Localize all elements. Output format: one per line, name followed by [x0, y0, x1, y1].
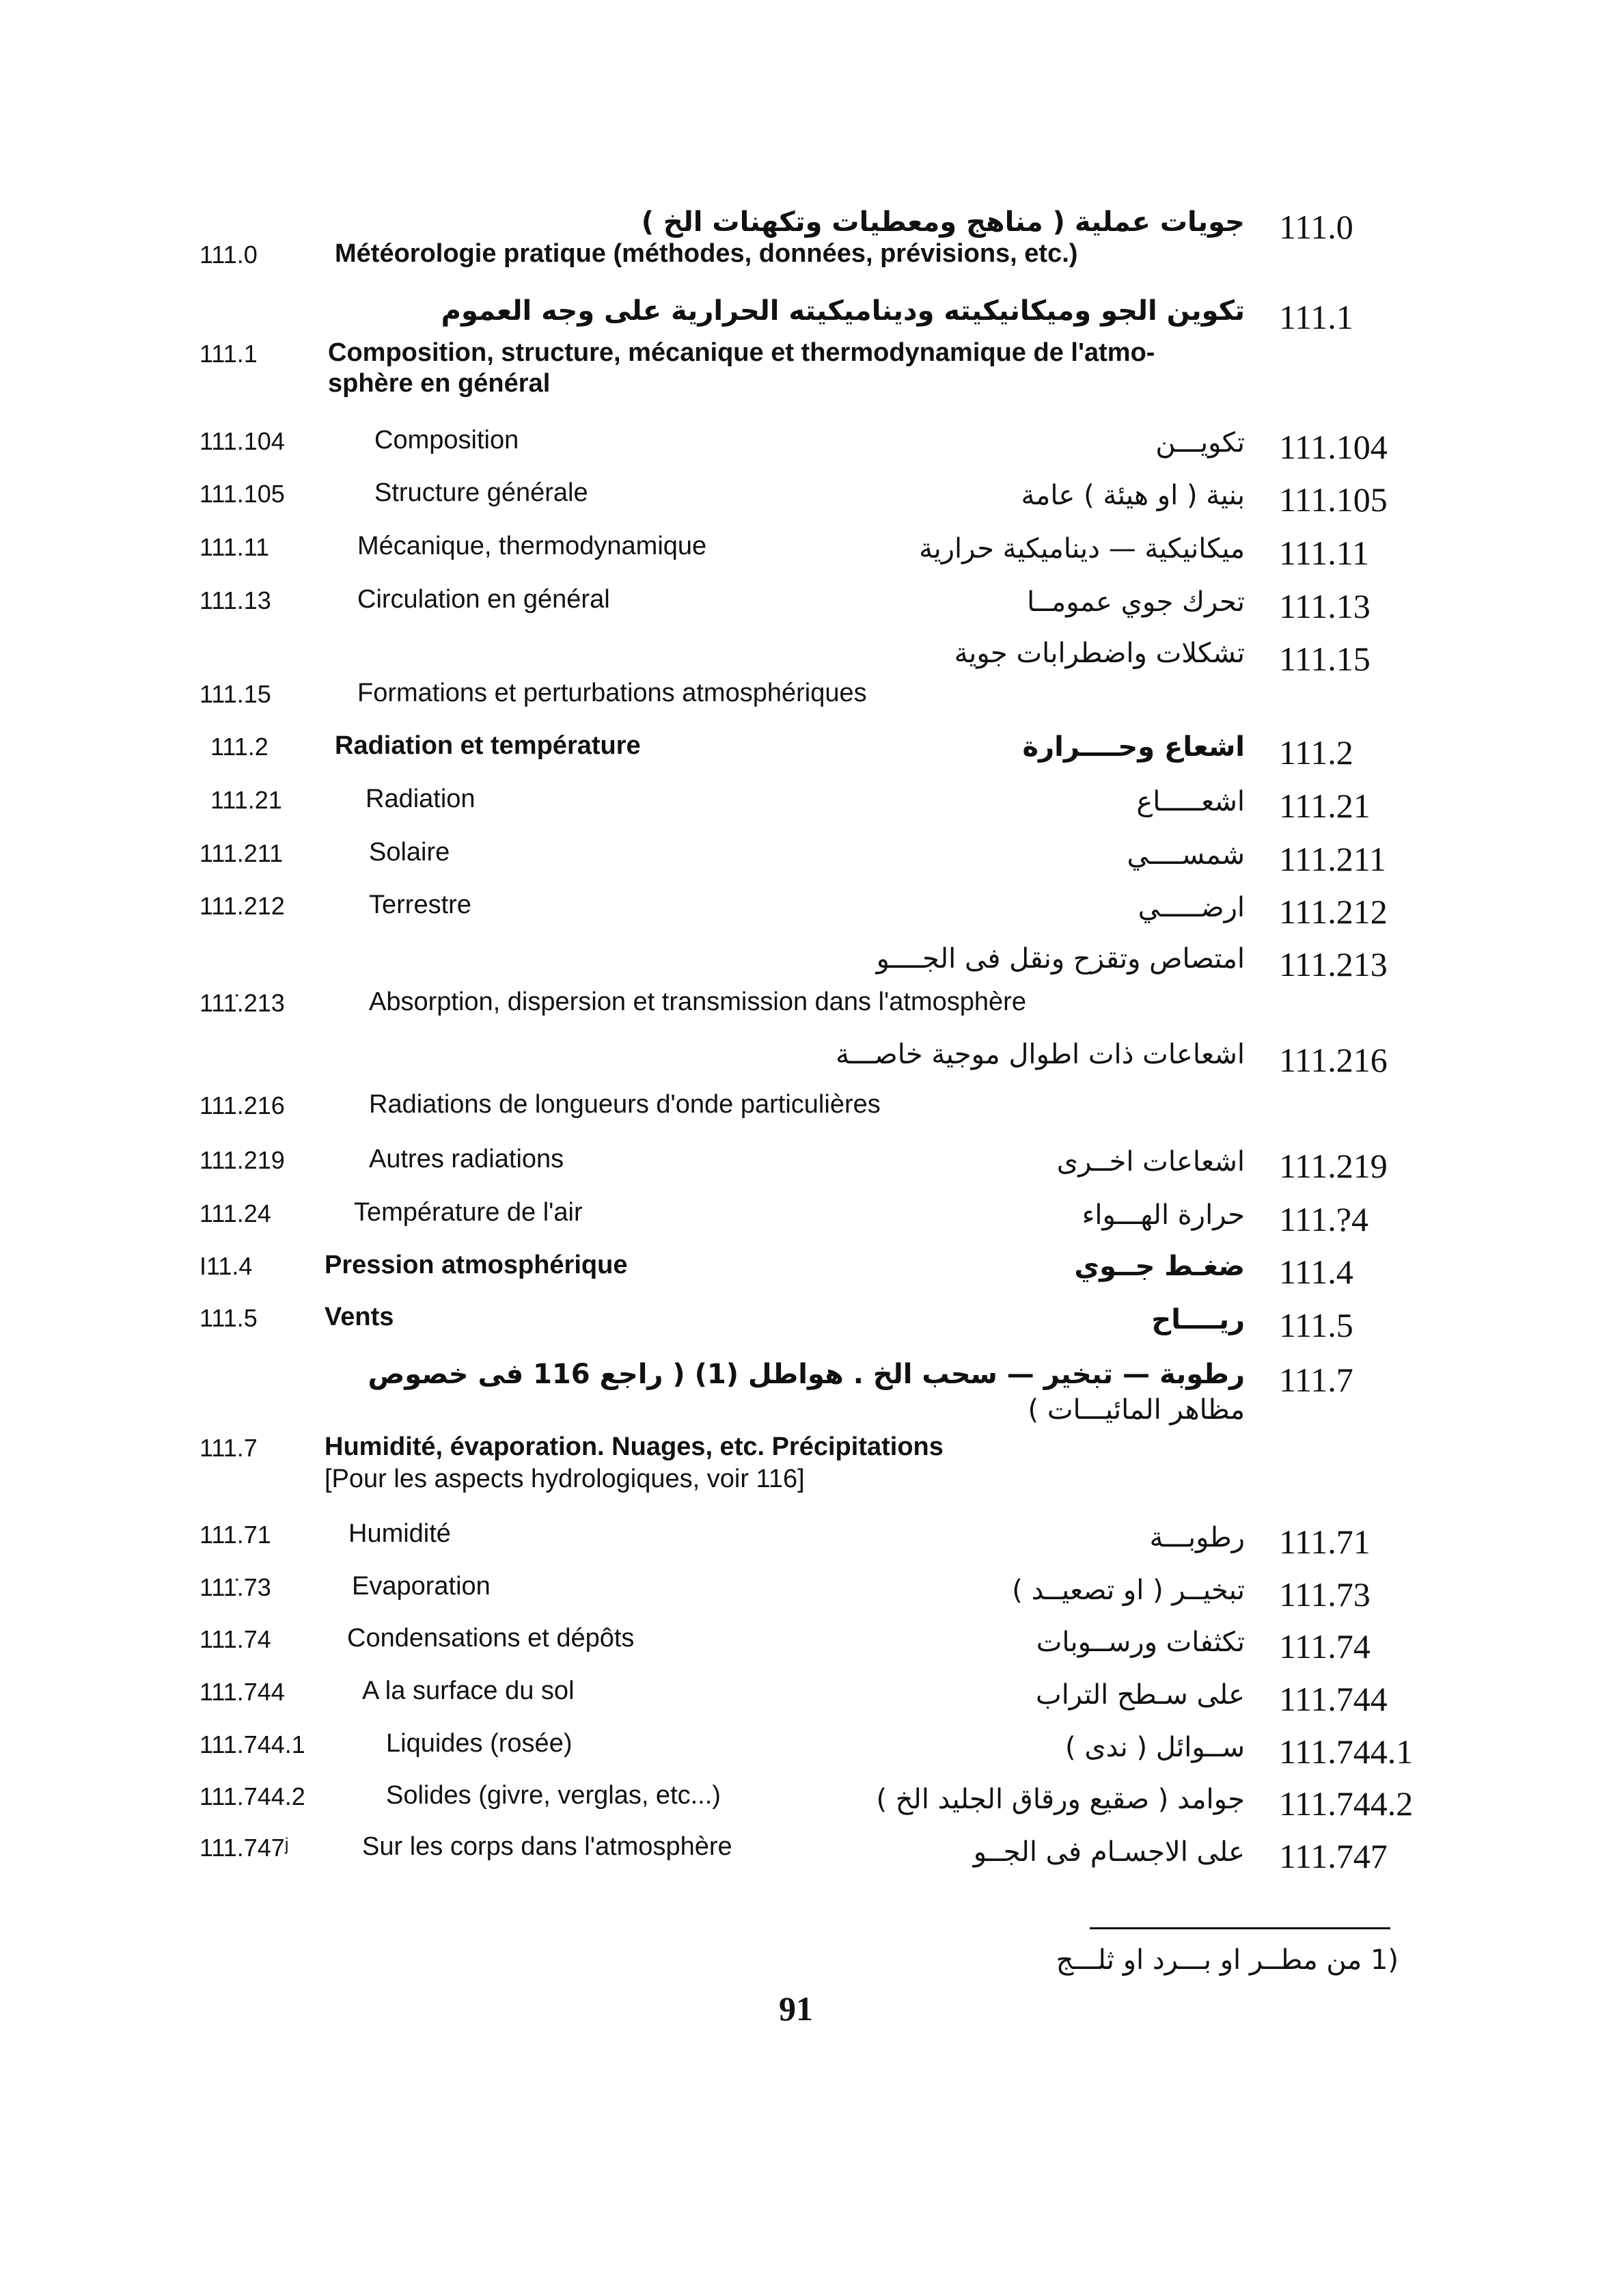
- arabic-term: حرارة الهـــواء: [1082, 1199, 1245, 1231]
- arabic-heading: ريــــاح: [1151, 1304, 1245, 1335]
- french-term: Humidité: [348, 1519, 451, 1548]
- arabic-term: بنية ( او هيئة ) عامة: [1021, 480, 1245, 511]
- arabic-code: 111.105: [1279, 480, 1388, 519]
- french-term: Evaporation: [352, 1572, 491, 1601]
- french-term: Radiation: [366, 785, 476, 813]
- arabic-term: اشعاعات ذات اطوال موجية خاصـــة: [836, 1039, 1245, 1070]
- french-code: 111.21: [210, 786, 282, 814]
- french-term: Sur les corps dans l'atmosphère: [362, 1832, 732, 1861]
- arabic-code: 111.73: [1279, 1575, 1371, 1614]
- arabic-code: 111.2: [1279, 733, 1353, 772]
- french-code: 111.7: [199, 1434, 258, 1462]
- french-heading: Pression atmosphérique: [325, 1251, 628, 1279]
- arabic-term: تكثفات ورســوبات: [1036, 1627, 1245, 1658]
- arabic-term: ســوائل ( ندى ): [1065, 1732, 1245, 1763]
- french-code: 111̇.213: [199, 989, 285, 1017]
- arabic-code: 111.13: [1279, 587, 1371, 625]
- french-code: 111.13: [199, 586, 271, 614]
- arabic-code: 111.747: [1279, 1837, 1388, 1875]
- french-code: 111.11: [199, 533, 270, 561]
- arabic-code: 111.21: [1279, 787, 1371, 825]
- french-term: A la surface du sol: [362, 1676, 575, 1705]
- french-term: Structure générale: [374, 478, 588, 507]
- arabic-heading: اشعاع وحــــرارة: [1022, 731, 1245, 763]
- french-code: 111.105: [199, 480, 285, 508]
- arabic-term: امتصاص وتقزح ونقل فى الجــــو: [876, 943, 1245, 975]
- footnote: (1 من مطــر او بـــرد او ثلـــج: [1056, 1944, 1399, 1976]
- french-code: 111.0: [199, 241, 258, 269]
- arabic-term: تبخيــر ( او تصعيــد ): [1012, 1575, 1245, 1606]
- arabic-code: 111.744.1: [1279, 1732, 1414, 1771]
- french-code: 111.744.2: [199, 1782, 305, 1810]
- arabic-code: 111.744: [1279, 1680, 1388, 1718]
- arabic-code: 111.?4: [1279, 1200, 1368, 1238]
- footnote-rule: [1090, 1927, 1390, 1929]
- french-term: Liquides (rosée): [386, 1729, 573, 1758]
- french-code: 111.219: [199, 1146, 285, 1174]
- arabic-code: 111.74: [1279, 1627, 1371, 1666]
- arabic-heading-continued: مظاهر المائيـــات ): [1028, 1394, 1245, 1426]
- french-code: 111.74: [199, 1625, 271, 1653]
- arabic-code: 111.11: [1279, 534, 1369, 572]
- french-code: 111.211: [199, 839, 284, 867]
- french-term: Terrestre: [369, 891, 471, 919]
- arabic-term: ميكانيكية — ديناميكية حرارية: [919, 533, 1245, 565]
- arabic-term: تحرك جوي عمومــا: [1027, 586, 1245, 618]
- arabic-code: 111.219: [1279, 1147, 1388, 1185]
- french-term: Mécanique, thermodynamique: [357, 532, 707, 560]
- arabic-term: شمســــي: [1127, 839, 1245, 871]
- french-code: 111̇.73: [199, 1573, 271, 1601]
- french-term: Solaire: [369, 838, 450, 867]
- arabic-heading: جويات عملية ( مناهج ومعطيات وتكهنات الخ ): [641, 206, 1245, 238]
- french-heading: Météorologie pratique (méthodes, données, prévisions, etc.): [335, 239, 1078, 268]
- arabic-code: 111.71: [1279, 1523, 1371, 1561]
- french-term: Solides (givre, verglas, etc...): [386, 1781, 721, 1810]
- french-term: Autres radiations: [369, 1145, 564, 1173]
- arabic-term: اشعاعات اخــرى: [1056, 1146, 1245, 1178]
- french-code: 111.216: [199, 1091, 285, 1119]
- arabic-code: 111.212: [1279, 893, 1388, 931]
- french-term: Absorption, dispersion et transmission dans l'atmosphère: [369, 988, 1026, 1016]
- arabic-code: 111.15: [1279, 640, 1371, 678]
- french-code: 111.1: [199, 340, 258, 368]
- french-code: 111.212: [199, 892, 285, 920]
- french-term: Radiations de longueurs d'onde particulières: [369, 1090, 881, 1119]
- french-heading-continued: sphère en général: [328, 369, 551, 398]
- french-code: 111.2: [210, 733, 269, 761]
- arabic-code: 111.211: [1279, 840, 1386, 878]
- french-code: I11.4: [199, 1252, 253, 1280]
- french-heading: Radiation et température: [335, 731, 641, 760]
- french-heading: Composition, structure, mécanique et thermodynamique de l'atmo-: [328, 338, 1155, 367]
- arabic-code: 111.0: [1279, 208, 1353, 246]
- arabic-term: رطوبـــة: [1149, 1522, 1245, 1553]
- arabic-term: على الاجسـام فى الجــو: [973, 1836, 1245, 1868]
- french-code: 111.15: [199, 680, 271, 708]
- arabic-term: اشعـــــاع: [1136, 786, 1245, 817]
- arabic-code: 111.104: [1279, 428, 1388, 466]
- french-code: 111.104: [199, 427, 285, 455]
- arabic-term: ارضـــــي: [1138, 892, 1245, 923]
- arabic-code: 111.4: [1279, 1253, 1353, 1291]
- french-code: 111.24: [199, 1199, 271, 1227]
- french-code: 111.5: [199, 1304, 258, 1332]
- arabic-heading: ضغـط جــوي: [1074, 1251, 1245, 1282]
- arabic-heading: رطوبة — تبخير — سحب الخ . هواطل (1) ( راجع 116 فى خصوص: [368, 1359, 1245, 1390]
- french-term: Formations et perturbations atmosphériques: [357, 679, 867, 707]
- french-note: [Pour les aspects hydrologiques, voir 116]: [325, 1465, 805, 1493]
- french-term: Condensations et dépôts: [347, 1624, 635, 1653]
- arabic-code: 111.744.2: [1279, 1784, 1414, 1823]
- french-code: 111.747ʲ: [199, 1834, 289, 1862]
- french-code: 111.744: [199, 1678, 285, 1706]
- french-code: 111.71: [199, 1521, 271, 1549]
- arabic-heading: تكوين الجو وميكانيكيته وديناميكيته الحرارية على وجه العموم: [441, 295, 1245, 327]
- arabic-term: تشكلات واضطرابات جوية: [954, 638, 1245, 669]
- french-term: Température de l'air: [354, 1198, 583, 1227]
- arabic-code: 111.7: [1279, 1361, 1353, 1399]
- arabic-term: جوامد ( صقيع ورقاق الجليد الخ ): [876, 1784, 1245, 1815]
- arabic-term: على سـطح التراب: [1036, 1679, 1245, 1711]
- french-code: 111.744.1: [199, 1730, 305, 1758]
- arabic-code: 111.1: [1279, 298, 1353, 336]
- arabic-code: 111.213: [1279, 945, 1388, 983]
- page-number: 91: [779, 1989, 813, 2028]
- french-heading: Vents: [325, 1303, 394, 1331]
- arabic-term: تكويـــن: [1155, 427, 1245, 459]
- french-term: Circulation en général: [357, 585, 610, 614]
- arabic-code: 111.5: [1279, 1306, 1353, 1344]
- arabic-code: 111.216: [1279, 1041, 1388, 1079]
- french-term: Composition: [374, 426, 519, 454]
- french-heading: Humidité, évaporation. Nuages, etc. Précipitations: [325, 1432, 944, 1461]
